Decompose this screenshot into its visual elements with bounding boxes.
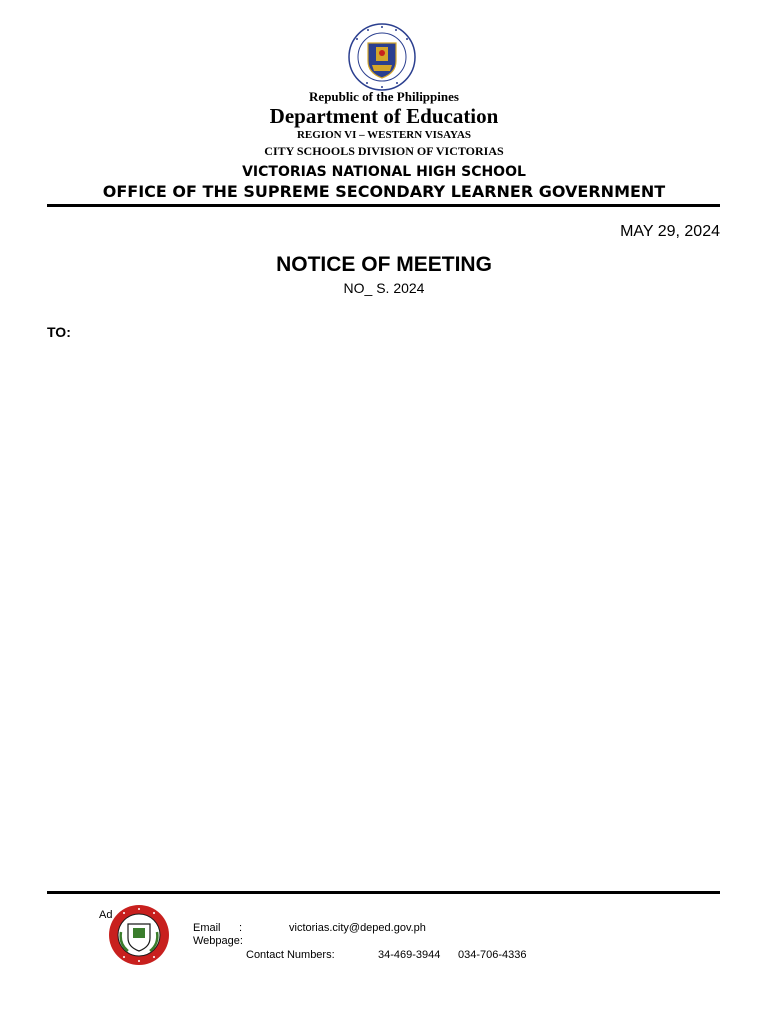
region-heading: REGION VI – WESTERN VISAYAS — [296, 129, 472, 141]
email-separator: : — [239, 922, 243, 934]
notice-number: NO_ S. 2024 — [343, 280, 425, 296]
footer-divider — [47, 891, 720, 894]
phone-number: 34-469-3944 — [378, 949, 441, 961]
address-label: Ad — [99, 909, 113, 921]
notice-title: NOTICE OF MEETING — [276, 253, 492, 276]
department-heading: Department of Education — [269, 104, 499, 128]
webpage-label: Webpage: — [193, 935, 243, 947]
phone-number: 034-706-4336 — [458, 949, 527, 961]
republic-heading: Republic of the Philippines — [309, 89, 459, 104]
school-heading: VICTORIAS NATIONAL HIGH SCHOOL — [242, 164, 526, 180]
school-logo — [106, 904, 172, 966]
notice-date: MAY 29, 2024 — [620, 223, 720, 240]
deped-seal-logo — [341, 23, 423, 91]
contact-numbers-label: Contact Numbers: — [246, 949, 335, 961]
to-label: TO: — [47, 324, 71, 340]
division-heading: CITY SCHOOLS DIVISION OF VICTORIAS — [264, 144, 504, 158]
header-divider — [47, 204, 720, 207]
office-heading: OFFICE OF THE SUPREME SECONDARY LEARNER GOVERNMENT — [102, 182, 666, 201]
email-label: Email — [193, 922, 221, 934]
email-address[interactable]: victorias.city@deped.gov.ph — [289, 922, 426, 934]
